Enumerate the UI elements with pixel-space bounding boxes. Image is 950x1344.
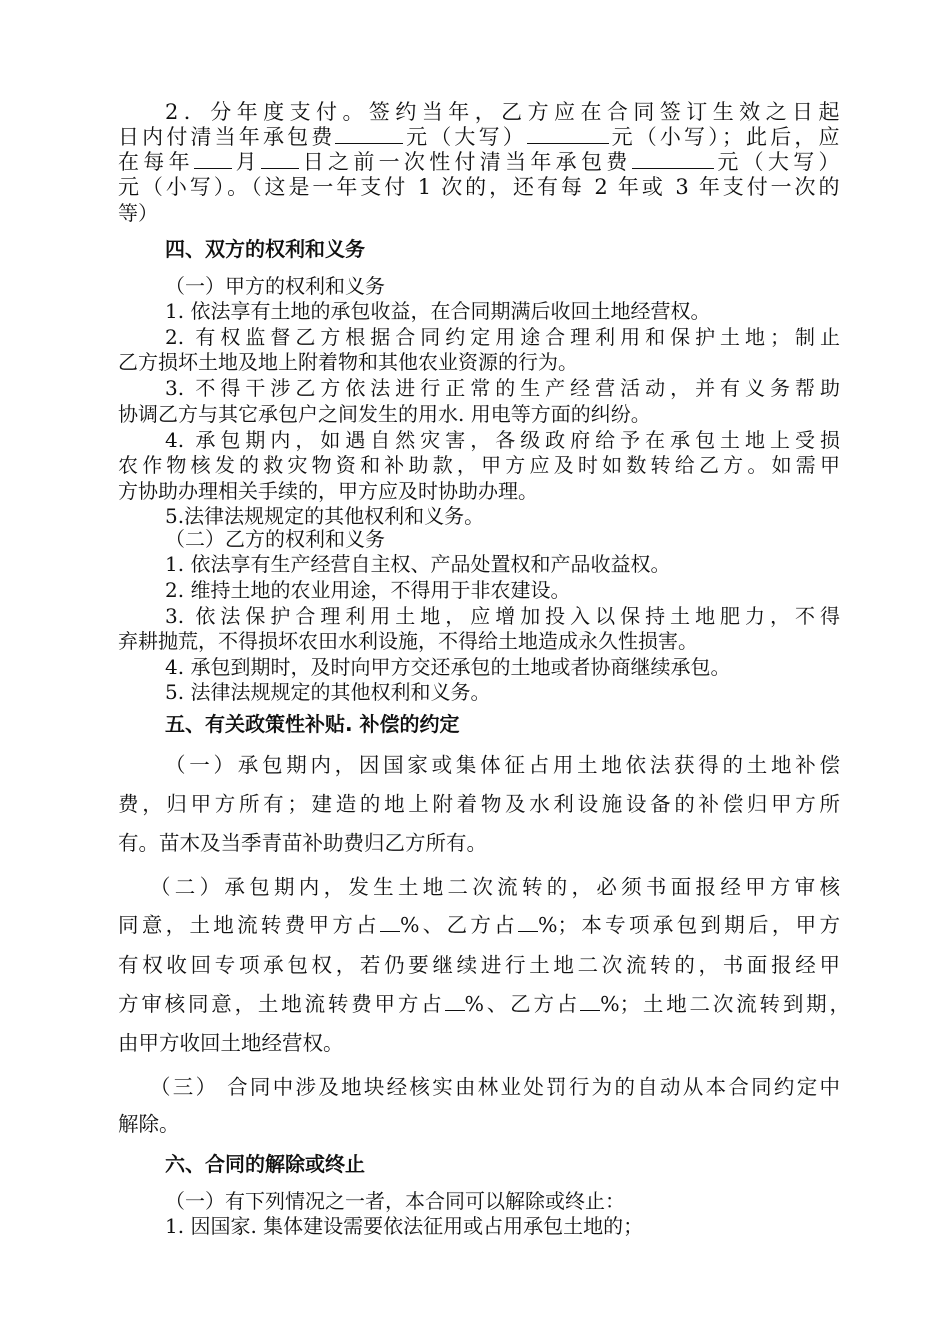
payment-line-1: 2．分年度支付。签约当年，乙方应在合同签订生效之日起 <box>165 100 840 124</box>
paragraph-line: 由甲方收回土地经营权。 <box>118 1031 344 1055</box>
paragraph-line: 有权收回专项承包权，若仍要继续进行土地二次流转的，书面报经甲 <box>118 953 840 977</box>
payment-line-5: 等） <box>118 201 158 225</box>
paragraph-line: 费，归甲方所有；建造的地上附着物及水利设施设备的补偿归甲方所 <box>118 792 840 816</box>
clause-line: 4. 承包期内，如遇自然灾害，各级政府给予在承包土地上受损 <box>165 428 840 452</box>
blank-field[interactable] <box>580 992 600 1011</box>
subsection-title: （二）乙方的权利和义务 <box>165 527 385 551</box>
blank-field[interactable] <box>518 913 538 932</box>
section-heading-4: 四、双方的权利和义务 <box>165 237 365 261</box>
paragraph-line: （三） 合同中涉及地块经核实由林业处罚行为的自动从本合同约定中 <box>150 1075 840 1099</box>
clause-line: 方协助办理相关手续的，甲方应及时协助办理。 <box>118 479 538 503</box>
clause-line: 2. 维持土地的农业用途，不得用于非农建设。 <box>165 578 571 602</box>
paragraph-line: （二）承包期内，发生土地二次流转的，必须书面报经甲方审核 <box>150 875 840 899</box>
blank-field[interactable] <box>335 125 403 144</box>
subsection-title: （一）甲方的权利和义务 <box>165 274 385 298</box>
clause-line: 2. 有权监督乙方根据合同约定用途合理利用和保护土地；制止 <box>165 325 840 349</box>
blank-field[interactable] <box>380 913 400 932</box>
blank-field[interactable] <box>194 150 232 169</box>
payment-line-2: 日内付清当年承包费 元（大写） 元（小写）；此后，应 <box>118 125 841 149</box>
clause-line: 3. 依法保护合理利用土地，应增加投入以保持土地肥力，不得 <box>165 604 840 628</box>
paragraph-line: 同意，土地流转费甲方占 %、乙方占 %；本专项承包到期后，甲方 <box>118 913 841 937</box>
clause-line: 乙方损坏土地及地上附着物和其他农业资源的行为。 <box>118 350 578 374</box>
paragraph-line: 方审核同意，土地流转费甲方占 %、乙方占 %；土地二次流转到期， <box>118 992 850 1016</box>
clause-line: 协调乙方与其它承包户之间发生的用水. 用电等方面的纠纷。 <box>118 402 651 426</box>
subsection-title: （一）有下列情况之一者，本合同可以解除或终止： <box>165 1189 625 1213</box>
section-heading-5: 五、有关政策性补贴. 补偿的约定 <box>165 712 460 736</box>
clause-line: 1. 因国家. 集体建设需要依法征用或占用承包土地的； <box>165 1214 644 1238</box>
blank-field[interactable] <box>261 150 299 169</box>
clause-line: 3. 不得干涉乙方依法进行正常的生产经营活动，并有义务帮助 <box>165 376 840 400</box>
blank-field[interactable] <box>632 150 714 169</box>
clause-line: 1. 依法享有土地的承包收益，在合同期满后收回土地经营权。 <box>165 299 711 323</box>
clause-line: 4. 承包到期时，及时向甲方交还承包的土地或者协商继续承包。 <box>165 655 731 679</box>
paragraph-line: （一）承包期内，因国家或集体征占用土地依法获得的土地补偿 <box>165 753 840 777</box>
paragraph-line: 有。苗木及当季青苗补助费归乙方所有。 <box>118 831 487 855</box>
clause-line: 5.法律法规规定的其他权利和义务。 <box>165 504 485 528</box>
clause-line: 1. 依法享有生产经营自主权、产品处置权和产品收益权。 <box>165 552 671 576</box>
section-heading-6: 六、合同的解除或终止 <box>165 1152 365 1176</box>
clause-line: 5. 法律法规规定的其他权利和义务。 <box>165 680 491 704</box>
clause-line: 农作物核发的救灾物资和补助款，甲方应及时如数转给乙方。如需甲 <box>118 453 840 477</box>
payment-line-3: 在每年 月 日之前一次性付清当年承包费 元（大写） <box>118 150 841 174</box>
payment-line-4: 元（小写）。（这是一年支付 1 次的，还有每 2 年或 3 年支付一次的 <box>118 175 840 199</box>
clause-line: 弃耕抛荒，不得损坏农田水利设施，不得给土地造成永久性损害。 <box>118 629 698 653</box>
paragraph-line: 解除。 <box>118 1112 180 1136</box>
blank-field[interactable] <box>527 125 609 144</box>
blank-field[interactable] <box>445 992 465 1011</box>
